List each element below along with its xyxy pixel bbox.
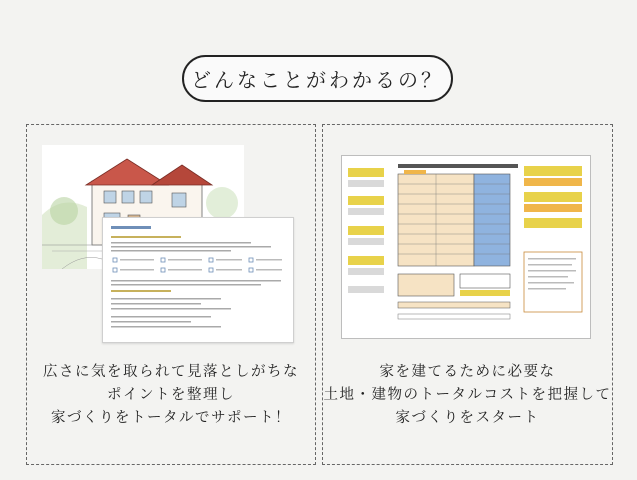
caption-line: 土地・建物のトータルコストを把握して	[323, 387, 612, 403]
caption-line: ポイントを整理し	[107, 387, 235, 403]
right-caption	[323, 361, 612, 430]
caption-line: 家を建てるために必要な	[379, 364, 556, 380]
checklist-document-image	[102, 217, 294, 343]
left-caption	[27, 361, 315, 430]
caption-line: 家づくりをトータルでサポート！	[51, 410, 291, 426]
cost-sheet-image	[341, 155, 591, 339]
page-title: どんなことがわかるの？	[191, 68, 444, 92]
heading-pill	[182, 55, 453, 102]
caption-line: 家づくりをスタート	[395, 410, 540, 426]
right-panel	[322, 124, 613, 465]
caption-line: 広さに気を取られて見落としがちな	[43, 364, 299, 380]
left-panel	[26, 124, 316, 465]
